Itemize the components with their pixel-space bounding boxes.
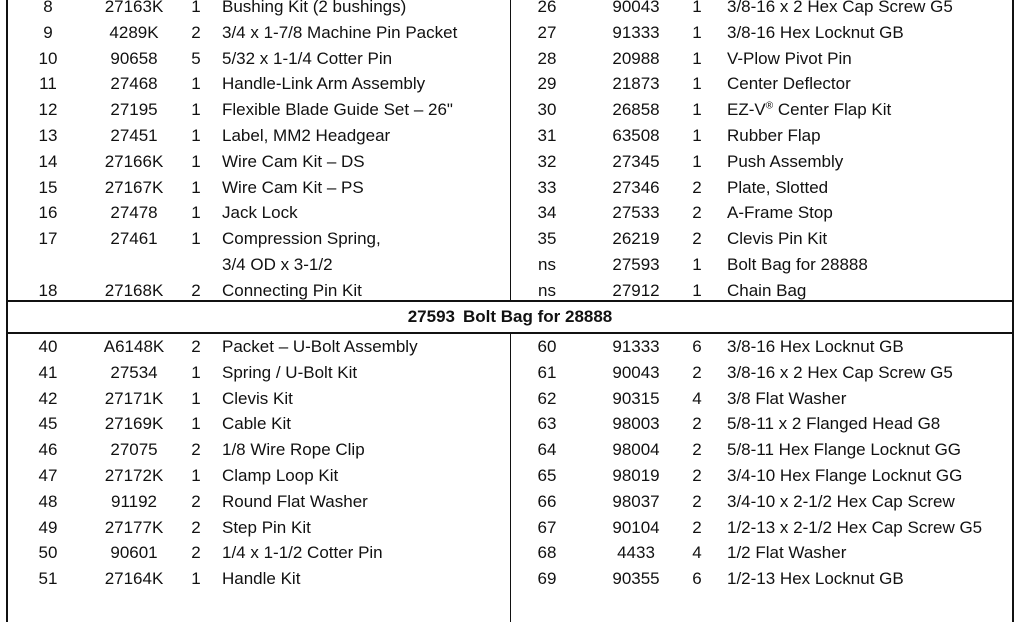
table-row xyxy=(511,97,1013,123)
description: A-Frame Stop xyxy=(727,203,833,223)
description: 1/2-13 Hex Locknut GB xyxy=(727,569,904,589)
quantity: 2 xyxy=(692,440,702,460)
part-number: 90104 xyxy=(612,517,660,537)
item-number: 27 xyxy=(537,22,557,42)
table-row xyxy=(511,566,1013,592)
part-number: 20988 xyxy=(612,48,660,68)
item-number: 29 xyxy=(537,74,557,94)
bolt-bag-parts-table xyxy=(6,332,1014,622)
description: Plate, Slotted xyxy=(727,177,829,197)
bolt-bag-left-column xyxy=(8,334,510,592)
part-number: 27345 xyxy=(612,151,660,171)
description: Bolt Bag for 28888 xyxy=(727,254,868,274)
description: 3/8 Flat Washer xyxy=(727,388,847,408)
description: Jack Lock xyxy=(222,203,298,223)
table-row xyxy=(511,71,1013,97)
part-number: 98003 xyxy=(612,414,660,434)
part-number: 4289K xyxy=(109,22,159,42)
table-row xyxy=(8,566,510,592)
description: 3/8-16 Hex Locknut GB xyxy=(727,337,904,356)
quantity: 1 xyxy=(692,254,702,274)
quantity: 1 xyxy=(191,229,201,249)
item-number: 35 xyxy=(537,229,557,249)
quantity: 2 xyxy=(191,22,201,42)
item-number: 47 xyxy=(38,465,58,485)
table-row xyxy=(8,97,510,123)
table-row xyxy=(511,0,1013,20)
item-number: 62 xyxy=(537,388,557,408)
table-row xyxy=(511,46,1013,72)
part-number: 27478 xyxy=(110,203,158,223)
part-number: 21873 xyxy=(612,74,660,94)
part-number: 27166K xyxy=(104,151,164,171)
item-number: 31 xyxy=(537,125,557,145)
quantity: 1 xyxy=(692,48,702,68)
part-number: 90043 xyxy=(612,0,660,16)
section-title-name: Bolt Bag for 28888 xyxy=(463,307,613,326)
quantity: 2 xyxy=(191,491,201,511)
item-number: 67 xyxy=(537,517,557,537)
description: 1/8 Wire Rope Clip xyxy=(222,440,365,460)
description: Step Pin Kit xyxy=(222,517,311,537)
item-number: 34 xyxy=(537,203,557,223)
item-number: ns xyxy=(538,254,556,274)
description: 3/4-10 Hex Flange Locknut GG xyxy=(727,465,963,485)
item-number: 16 xyxy=(38,203,58,223)
table-row xyxy=(511,463,1013,489)
part-number: 27468 xyxy=(110,74,158,94)
quantity: 1 xyxy=(191,414,201,434)
item-number: 66 xyxy=(537,491,557,511)
table-row xyxy=(8,149,510,175)
description: 3/4 OD x 3-1/2 xyxy=(222,254,333,274)
description: Bushing Kit (2 bushings) xyxy=(222,0,407,16)
item-number: 15 xyxy=(38,177,58,197)
table-row xyxy=(8,20,510,46)
item-number: 13 xyxy=(38,125,58,145)
part-number: 27177K xyxy=(104,517,164,537)
item-number: 63 xyxy=(537,414,557,434)
item-number: 45 xyxy=(38,414,58,434)
table-row xyxy=(8,334,510,360)
quantity: 2 xyxy=(191,517,201,537)
table-row xyxy=(511,437,1013,463)
quantity: 1 xyxy=(191,151,201,171)
description: 3/8-16 Hex Locknut GB xyxy=(727,22,904,42)
item-number: 41 xyxy=(38,362,58,382)
table-row xyxy=(8,515,510,541)
description: Cable Kit xyxy=(222,414,291,434)
quantity: 2 xyxy=(692,362,702,382)
table-row xyxy=(511,489,1013,515)
item-number: 17 xyxy=(38,229,58,249)
item-number: 26 xyxy=(537,0,557,16)
description: Clamp Loop Kit xyxy=(222,465,339,485)
item-number: 65 xyxy=(537,465,557,485)
item-number: 11 xyxy=(39,74,57,94)
description: Spring / U-Bolt Kit xyxy=(222,362,358,382)
part-number: 27533 xyxy=(612,203,660,223)
item-number: 33 xyxy=(537,177,557,197)
item-number: 30 xyxy=(537,100,557,120)
item-number: 8 xyxy=(43,0,53,16)
description: 3/4 x 1-7/8 Machine Pin Packet xyxy=(222,22,458,42)
section-title-part-number: 27593 xyxy=(407,307,455,326)
part-number: 90601 xyxy=(110,543,158,563)
quantity: 5 xyxy=(191,48,201,68)
quantity: 4 xyxy=(692,388,702,408)
item-number: 50 xyxy=(38,543,58,563)
table-row xyxy=(8,200,510,226)
table-row xyxy=(8,0,510,20)
quantity: 1 xyxy=(191,0,201,16)
quantity: 2 xyxy=(191,337,201,356)
description: 1/2 Flat Washer xyxy=(727,543,847,563)
table-row xyxy=(8,226,510,252)
item-number: 48 xyxy=(38,491,58,511)
table-row xyxy=(8,175,510,201)
part-number: 27172K xyxy=(104,465,164,485)
main-parts-right-column xyxy=(511,0,1013,304)
description: Center Deflector xyxy=(727,74,851,94)
part-number: 27164K xyxy=(104,569,164,589)
quantity: 1 xyxy=(692,22,702,42)
item-number: 12 xyxy=(38,100,58,120)
part-number: 4433 xyxy=(617,543,655,563)
description: Wire Cam Kit – PS xyxy=(222,177,364,197)
description: Push Assembly xyxy=(727,151,844,171)
quantity: 4 xyxy=(692,543,702,563)
part-number: 27451 xyxy=(110,125,158,145)
description: 5/8-11 Hex Flange Locknut GG xyxy=(727,440,962,460)
part-number: 27912 xyxy=(612,280,660,300)
part-number: 90355 xyxy=(612,569,660,589)
bolt-bag-section-title xyxy=(6,302,1014,332)
table-row xyxy=(8,71,510,97)
part-number: 91333 xyxy=(612,22,660,42)
quantity: 2 xyxy=(191,543,201,563)
description-text-continued: Center Flap Kit xyxy=(773,100,892,120)
table-row xyxy=(511,200,1013,226)
table-row xyxy=(511,226,1013,252)
description: Connecting Pin Kit xyxy=(222,280,362,300)
description: Handle-Link Arm Assembly xyxy=(222,74,426,94)
table-row xyxy=(8,123,510,149)
quantity: 1 xyxy=(191,203,201,223)
part-number: 90315 xyxy=(612,388,660,408)
description: 1/4 x 1-1/2 Cotter Pin xyxy=(222,543,383,563)
main-parts-table xyxy=(6,0,1014,302)
table-row xyxy=(511,149,1013,175)
table-row xyxy=(8,463,510,489)
description: Round Flat Washer xyxy=(222,491,368,511)
item-number: 46 xyxy=(38,440,58,460)
table-row xyxy=(511,175,1013,201)
quantity: 1 xyxy=(191,569,201,589)
table-row xyxy=(511,123,1013,149)
quantity: 6 xyxy=(692,337,702,356)
description: V-Plow Pivot Pin xyxy=(727,48,852,68)
table-row xyxy=(511,386,1013,412)
table-row xyxy=(511,411,1013,437)
table-row xyxy=(511,360,1013,386)
description: 3/8-16 x 2 Hex Cap Screw G5 xyxy=(727,0,953,16)
description-text: EZ-V xyxy=(727,100,766,120)
item-number: 68 xyxy=(537,543,557,563)
table-row xyxy=(8,437,510,463)
part-number: 27167K xyxy=(104,177,164,197)
table-row xyxy=(8,540,510,566)
table-row xyxy=(8,411,510,437)
quantity: 1 xyxy=(692,280,702,300)
quantity: 1 xyxy=(692,0,702,16)
table-row xyxy=(511,278,1013,304)
part-number: 27168K xyxy=(104,280,164,300)
description: Label, MM2 Headgear xyxy=(222,125,391,145)
description: Rubber Flap xyxy=(727,125,821,145)
table-row xyxy=(8,360,510,386)
description: 1/2-13 x 2-1/2 Hex Cap Screw G5 xyxy=(727,517,983,537)
description: Clevis Pin Kit xyxy=(727,229,828,249)
description: Compression Spring, xyxy=(222,229,381,249)
table-row xyxy=(8,252,510,278)
table-row xyxy=(511,20,1013,46)
part-number: 90043 xyxy=(612,362,660,382)
item-number: ns xyxy=(538,280,556,300)
table-row xyxy=(8,46,510,72)
part-number: 27593 xyxy=(612,254,660,274)
description: Packet – U-Bolt Assembly xyxy=(222,337,418,356)
part-number: 26219 xyxy=(612,229,660,249)
part-number: 27195 xyxy=(110,100,158,120)
description: Wire Cam Kit – DS xyxy=(222,151,365,171)
quantity: 1 xyxy=(191,465,201,485)
item-number: 64 xyxy=(537,440,557,460)
description: 3/8-16 x 2 Hex Cap Screw G5 xyxy=(727,362,953,382)
description: Handle Kit xyxy=(222,569,301,589)
table-row xyxy=(511,540,1013,566)
description: Flexible Blade Guide Set – 26" xyxy=(222,100,453,120)
table-row xyxy=(8,386,510,412)
part-number: 27534 xyxy=(110,362,158,382)
item-number: 60 xyxy=(537,337,557,356)
quantity: 2 xyxy=(692,203,702,223)
item-number: 10 xyxy=(38,48,58,68)
part-number: 27461 xyxy=(110,229,158,249)
quantity: 1 xyxy=(692,100,702,120)
quantity: 2 xyxy=(191,280,201,300)
description: Chain Bag xyxy=(727,280,807,300)
part-number: A6148K xyxy=(103,337,165,356)
quantity: 2 xyxy=(692,414,702,434)
part-number: 98019 xyxy=(612,465,660,485)
item-number: 28 xyxy=(537,48,557,68)
part-number: 98004 xyxy=(612,440,660,460)
table-row xyxy=(8,489,510,515)
table-row xyxy=(511,334,1013,360)
part-number: 27171K xyxy=(104,388,164,408)
quantity: 1 xyxy=(191,177,201,197)
part-number: 63508 xyxy=(612,125,660,145)
table-row xyxy=(8,278,510,304)
item-number: 61 xyxy=(537,362,557,382)
item-number: 14 xyxy=(38,151,58,171)
quantity: 2 xyxy=(692,229,702,249)
quantity: 1 xyxy=(191,74,201,94)
quantity: 1 xyxy=(191,125,201,145)
table-row xyxy=(511,515,1013,541)
part-number: 90658 xyxy=(110,48,158,68)
main-parts-left-column xyxy=(8,0,510,304)
quantity: 1 xyxy=(692,151,702,171)
quantity: 6 xyxy=(692,569,702,589)
quantity: 2 xyxy=(692,465,702,485)
part-number: 27075 xyxy=(110,440,158,460)
description: Clevis Kit xyxy=(222,388,293,408)
table-row xyxy=(511,252,1013,278)
quantity: 2 xyxy=(692,517,702,537)
item-number: 69 xyxy=(537,569,557,589)
quantity: 1 xyxy=(191,388,201,408)
item-number: 40 xyxy=(38,337,58,356)
quantity: 1 xyxy=(692,74,702,94)
part-number: 98037 xyxy=(612,491,660,511)
item-number: 51 xyxy=(38,569,58,589)
item-number: 42 xyxy=(38,388,58,408)
quantity: 1 xyxy=(692,125,702,145)
description: 5/32 x 1-1/4 Cotter Pin xyxy=(222,48,393,68)
part-number: 26858 xyxy=(612,100,660,120)
quantity: 2 xyxy=(692,177,702,197)
description xyxy=(727,97,891,123)
part-number: 91192 xyxy=(110,491,157,511)
part-number: 27346 xyxy=(612,177,660,197)
part-number: 27169K xyxy=(104,414,164,434)
part-number: 27163K xyxy=(104,0,164,16)
quantity: 1 xyxy=(191,100,201,120)
item-number: 32 xyxy=(537,151,557,171)
item-number: 49 xyxy=(38,517,58,537)
quantity: 2 xyxy=(191,440,201,460)
quantity: 1 xyxy=(191,362,201,382)
part-number: 91333 xyxy=(612,337,660,356)
description: 5/8-11 x 2 Flanged Head G8 xyxy=(727,414,941,434)
registered-mark: ® xyxy=(765,100,774,112)
quantity: 2 xyxy=(692,491,702,511)
item-number: 9 xyxy=(43,22,53,42)
description: 3/4-10 x 2-1/2 Hex Cap Screw xyxy=(727,491,955,511)
bolt-bag-right-column xyxy=(511,334,1013,592)
item-number: 18 xyxy=(38,280,58,300)
